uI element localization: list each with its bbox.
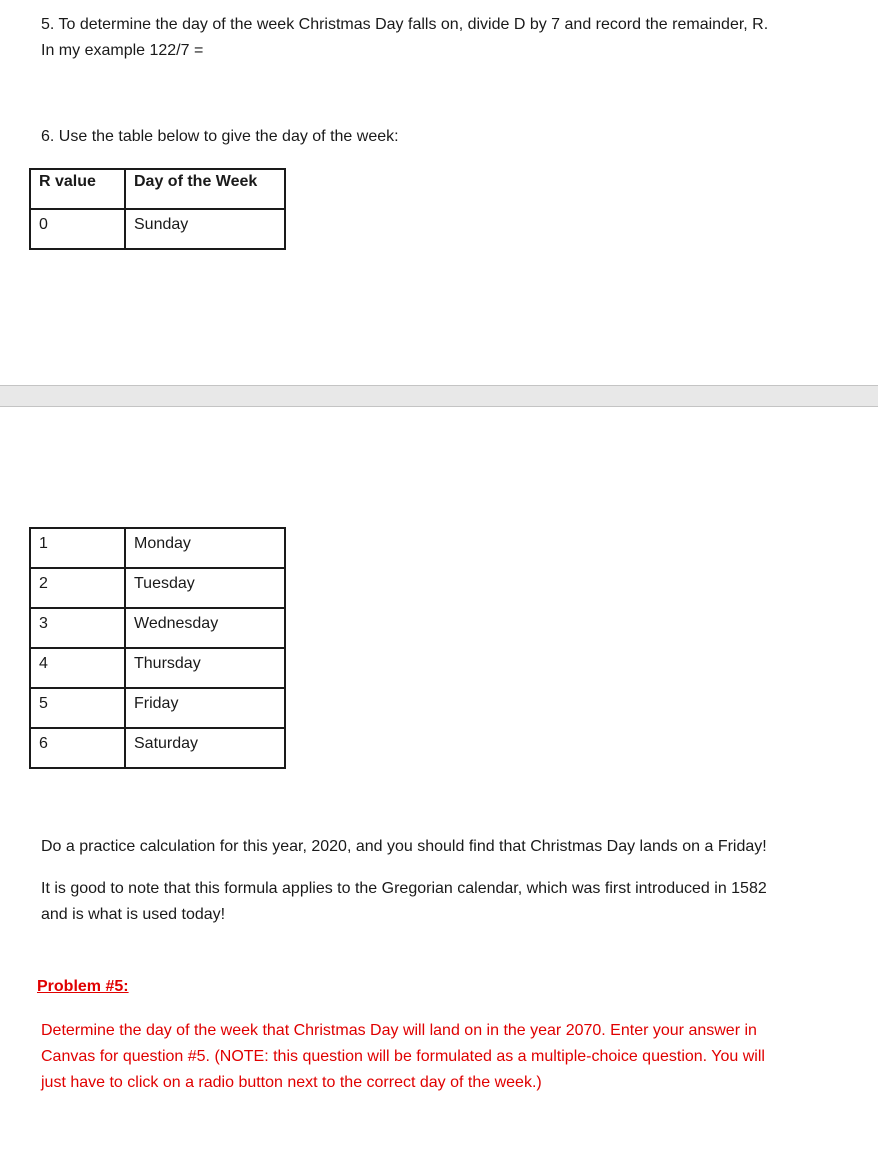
table-cell-day: Thursday bbox=[125, 648, 285, 688]
problem-line3: just have to click on a radio button next to the correct day of the week.) bbox=[41, 1074, 542, 1091]
table-header-day: Day of the Week bbox=[125, 169, 285, 209]
note-line1: It is good to note that this formula applies to the Gregorian calendar, which was first introduced in 1582 bbox=[41, 880, 767, 897]
table-row bbox=[30, 688, 285, 728]
problem-line2: Canvas for question #5. (NOTE: this question will be formulated as a multiple-choice question. You will bbox=[41, 1048, 765, 1065]
step5-line1: 5. To determine the day of the week Christmas Day falls on, divide D by 7 and record the remainder, R. bbox=[41, 16, 769, 33]
table-header-r-value: R value bbox=[30, 169, 125, 209]
table-cell-day: Tuesday bbox=[125, 568, 285, 608]
table-cell-r: 2 bbox=[30, 568, 125, 608]
table-row bbox=[30, 608, 285, 648]
table-cell-day: Wednesday bbox=[125, 608, 285, 648]
note-line2: and is what is used today! bbox=[41, 906, 226, 923]
table-cell-r: 1 bbox=[30, 528, 125, 568]
step6-line1: 6. Use the table below to give the day of the week: bbox=[41, 128, 399, 145]
problem-line1: Determine the day of the week that Christmas Day will land on in the year 2070. Enter your answer in bbox=[41, 1022, 757, 1039]
table-cell-day: Sunday bbox=[125, 209, 285, 249]
table-cell-day: Friday bbox=[125, 688, 285, 728]
page-break bbox=[0, 385, 878, 407]
table-cell-r: 3 bbox=[30, 608, 125, 648]
table-row bbox=[30, 728, 285, 768]
day-table-part2 bbox=[29, 527, 286, 769]
practice-text: Do a practice calculation for this year, 2020, and you should find that Christmas Day lands on a Friday! bbox=[41, 838, 767, 855]
table-row bbox=[30, 528, 285, 568]
day-table-part1 bbox=[29, 168, 286, 250]
problem-heading: Problem #5: bbox=[37, 978, 129, 995]
table-row bbox=[30, 209, 285, 249]
table-cell-r: 4 bbox=[30, 648, 125, 688]
table-row bbox=[30, 568, 285, 608]
table-row bbox=[30, 648, 285, 688]
table-cell-day: Saturday bbox=[125, 728, 285, 768]
table-cell-r: 0 bbox=[30, 209, 125, 249]
step5-line2: In my example 122/7 = bbox=[41, 42, 204, 59]
table-header-row bbox=[30, 169, 285, 209]
table-cell-r: 5 bbox=[30, 688, 125, 728]
table-cell-r: 6 bbox=[30, 728, 125, 768]
table-cell-day: Monday bbox=[125, 528, 285, 568]
